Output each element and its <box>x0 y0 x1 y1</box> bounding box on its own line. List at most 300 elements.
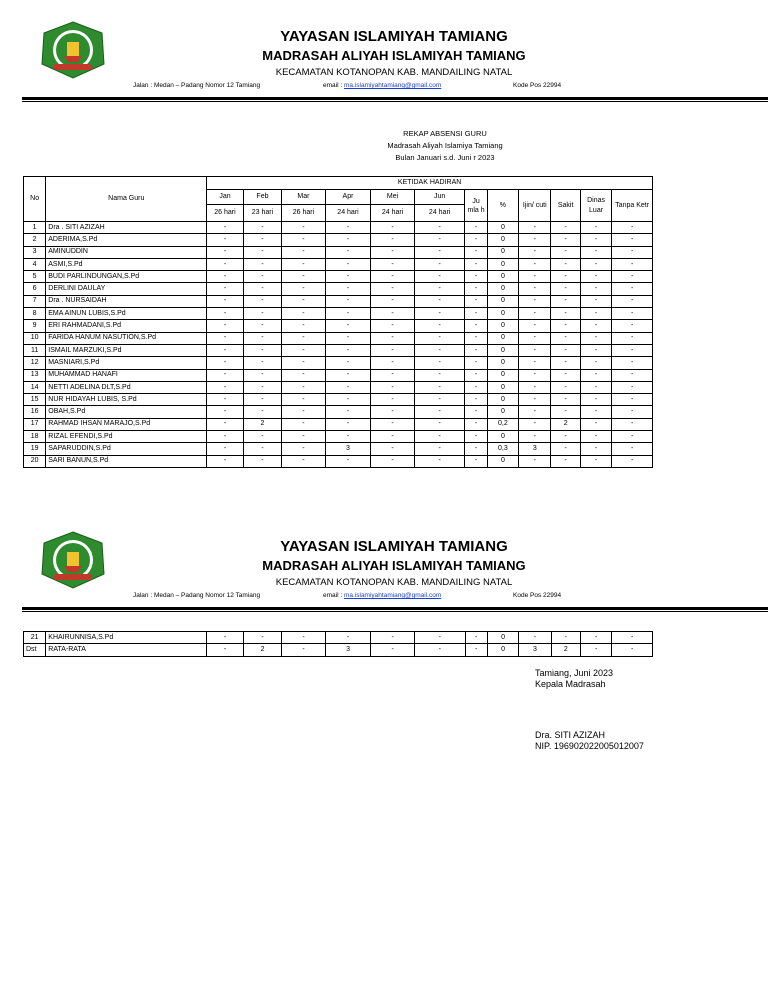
table-cell: - <box>519 283 551 295</box>
table-cell: - <box>581 632 612 644</box>
table-cell: - <box>414 455 465 467</box>
table-cell: - <box>207 369 243 381</box>
header-days-mar: 26 hari <box>282 205 326 222</box>
table-cell: - <box>551 406 580 418</box>
email-label: email : <box>323 592 343 599</box>
table-cell: - <box>414 443 465 455</box>
table-cell: - <box>551 222 580 234</box>
table-cell: - <box>207 357 243 369</box>
table-cell: 0 <box>487 295 518 307</box>
table-cell: - <box>465 320 487 332</box>
header-rule-thick <box>22 97 768 100</box>
table-cell: - <box>612 344 653 356</box>
table-row <box>24 320 653 332</box>
table-cell: - <box>371 455 415 467</box>
row-number: 13 <box>24 369 46 381</box>
table-cell: - <box>551 431 580 443</box>
table-cell: - <box>580 308 611 320</box>
table-cell: - <box>207 344 243 356</box>
table-cell: - <box>580 222 611 234</box>
row-number: 19 <box>24 443 46 455</box>
table-cell: - <box>371 418 415 430</box>
row-number: 12 <box>24 357 46 369</box>
table-cell: - <box>207 418 243 430</box>
header-month-apr: Apr <box>325 190 371 205</box>
table-cell: - <box>207 632 243 644</box>
teacher-name: NETTI ADELINA DLT,S.Pd <box>46 381 207 393</box>
table-cell: - <box>519 295 551 307</box>
table-cell: - <box>325 394 371 406</box>
attendance-rows <box>24 222 653 468</box>
table-cell: 0 <box>487 632 518 644</box>
table-cell: - <box>371 644 415 656</box>
table-row <box>24 308 653 320</box>
attendance-table-continued <box>23 631 653 657</box>
table-cell: - <box>612 234 653 246</box>
table-cell: - <box>371 308 415 320</box>
table-cell: - <box>612 258 653 270</box>
teacher-name: FARIDA HANUM NASUTION,S.Pd <box>46 332 207 344</box>
table-cell: - <box>519 332 551 344</box>
table-cell: - <box>325 357 371 369</box>
table-cell: 0 <box>487 258 518 270</box>
header-month-jan: Jan <box>207 190 243 205</box>
table-cell: - <box>207 406 243 418</box>
table-cell: - <box>414 246 465 258</box>
table-cell: - <box>282 271 326 283</box>
table-cell: - <box>243 246 281 258</box>
table-cell: - <box>551 357 580 369</box>
row-number: 11 <box>24 344 46 356</box>
row-number: 17 <box>24 418 46 430</box>
table-cell: - <box>465 234 487 246</box>
table-cell: - <box>580 271 611 283</box>
table-cell: - <box>325 222 371 234</box>
header-tanpa: Tanpa Ketr <box>612 190 653 222</box>
table-cell: - <box>282 431 326 443</box>
table-cell: - <box>414 308 465 320</box>
table-cell: - <box>414 320 465 332</box>
row-number: 4 <box>24 258 46 270</box>
table-cell: - <box>414 369 465 381</box>
table-row <box>24 644 653 656</box>
table-cell: - <box>551 295 580 307</box>
table-cell: - <box>207 222 243 234</box>
table-cell: 0 <box>487 320 518 332</box>
postal-code: Kode Pos 22994 <box>513 82 562 89</box>
table-cell: - <box>612 295 653 307</box>
table-cell: - <box>612 308 653 320</box>
table-row <box>24 394 653 406</box>
table-cell: - <box>551 246 580 258</box>
email-line <box>323 82 441 89</box>
table-cell: - <box>519 431 551 443</box>
row-number: 1 <box>24 222 46 234</box>
table-cell: - <box>551 381 580 393</box>
table-cell: - <box>551 283 580 295</box>
table-cell: - <box>243 357 281 369</box>
table-cell: - <box>519 369 551 381</box>
row-number: 2 <box>24 234 46 246</box>
table-cell: - <box>414 258 465 270</box>
address-text: Jalan : Medan – Padang Nomor 12 Tamiang <box>133 82 261 89</box>
header-days-feb: 23 hari <box>243 205 281 222</box>
foundation-title: YAYASAN ISLAMIYAH TAMIANG <box>280 538 508 555</box>
table-cell: - <box>465 632 487 644</box>
header-name: Nama Guru <box>46 177 207 222</box>
table-cell: - <box>325 369 371 381</box>
table-cell: - <box>551 308 580 320</box>
table-cell: - <box>371 320 415 332</box>
table-cell: - <box>551 332 580 344</box>
table-cell: - <box>551 443 580 455</box>
table-cell: 0,2 <box>487 418 518 430</box>
table-cell: - <box>282 369 326 381</box>
table-cell: - <box>580 295 611 307</box>
foundation-title: YAYASAN ISLAMIYAH TAMIANG <box>280 28 508 45</box>
table-cell: - <box>282 332 326 344</box>
table-cell: - <box>519 234 551 246</box>
table-cell: 0 <box>487 271 518 283</box>
table-cell: - <box>465 418 487 430</box>
table-cell: - <box>612 431 653 443</box>
table-cell: - <box>612 632 653 644</box>
table-row <box>24 369 653 381</box>
table-cell: 2 <box>551 644 580 656</box>
table-row <box>24 332 653 344</box>
table-cell: - <box>243 258 281 270</box>
header-jumlah: Ju mla h <box>465 190 487 222</box>
table-cell: - <box>414 406 465 418</box>
table-cell: - <box>580 246 611 258</box>
table-cell: - <box>325 455 371 467</box>
table-cell: - <box>414 418 465 430</box>
table-cell: - <box>465 308 487 320</box>
teacher-name: KHAIRUNNISA,S.Pd <box>46 632 207 644</box>
table-cell: - <box>465 344 487 356</box>
table-cell: - <box>465 222 487 234</box>
teacher-name: AMINUDDIN <box>46 246 207 258</box>
table-cell: - <box>243 406 281 418</box>
table-cell: - <box>325 271 371 283</box>
table-cell: - <box>371 332 415 344</box>
letterhead-page2 <box>0 510 768 620</box>
table-cell: - <box>207 431 243 443</box>
table-cell: - <box>325 295 371 307</box>
table-cell: - <box>465 246 487 258</box>
table-cell: - <box>207 271 243 283</box>
table-cell: - <box>580 357 611 369</box>
table-cell: - <box>580 443 611 455</box>
row-number: 15 <box>24 394 46 406</box>
table-cell: - <box>519 320 551 332</box>
table-cell: - <box>612 357 653 369</box>
table-cell: - <box>414 283 465 295</box>
table-cell: - <box>282 357 326 369</box>
table-cell: - <box>612 381 653 393</box>
address-text: Jalan : Medan – Padang Nomor 12 Tamiang <box>133 592 261 599</box>
email-line <box>323 592 441 599</box>
table-cell: - <box>325 632 371 644</box>
table-cell: - <box>580 394 611 406</box>
header-days-mei: 24 hari <box>371 205 415 222</box>
row-number: 21 <box>24 632 46 644</box>
table-cell: - <box>207 308 243 320</box>
table-cell: - <box>243 443 281 455</box>
header-rule-thin <box>22 611 768 612</box>
table-cell: - <box>551 369 580 381</box>
table-cell: - <box>207 455 243 467</box>
table-cell: - <box>519 418 551 430</box>
table-cell: - <box>465 644 487 656</box>
table-cell: - <box>243 222 281 234</box>
table-row <box>24 283 653 295</box>
table-cell: - <box>371 381 415 393</box>
table-cell: 0 <box>487 406 518 418</box>
table-cell: - <box>282 308 326 320</box>
table-cell: - <box>207 443 243 455</box>
table-cell: - <box>414 332 465 344</box>
table-cell: - <box>325 308 371 320</box>
table-cell: - <box>465 332 487 344</box>
header-percent: % <box>487 190 518 222</box>
table-cell: - <box>581 644 612 656</box>
table-cell: - <box>371 258 415 270</box>
table-cell: - <box>580 320 611 332</box>
table-cell: 0 <box>487 431 518 443</box>
table-cell: - <box>551 344 580 356</box>
table-row <box>24 357 653 369</box>
table-cell: 2 <box>243 418 281 430</box>
table-cell: - <box>207 258 243 270</box>
table-cell: - <box>612 332 653 344</box>
table-cell: - <box>207 381 243 393</box>
table-row <box>24 406 653 418</box>
table-row <box>24 431 653 443</box>
table-cell: - <box>282 632 326 644</box>
table-cell: - <box>243 431 281 443</box>
signature-name: Dra. SITI AZIZAH <box>535 730 606 740</box>
table-cell: - <box>519 246 551 258</box>
header-days-apr: 24 hari <box>325 205 371 222</box>
table-cell: - <box>551 455 580 467</box>
table-cell: - <box>282 234 326 246</box>
table-cell: 0 <box>487 283 518 295</box>
table-cell: - <box>207 320 243 332</box>
table-cell: - <box>580 455 611 467</box>
table-cell: - <box>519 381 551 393</box>
signature-place-date: Tamiang, Juni 2023 <box>535 668 614 678</box>
district-line: KECAMATAN KOTANOPAN KAB. MANDAILING NATAL <box>275 67 513 78</box>
table-cell: - <box>612 246 653 258</box>
table-cell: - <box>580 332 611 344</box>
table-cell: - <box>612 644 653 656</box>
table-cell: - <box>465 394 487 406</box>
table-cell: - <box>282 455 326 467</box>
table-cell: - <box>612 406 653 418</box>
teacher-name: SAPARUDDIN,S.Pd <box>46 443 207 455</box>
row-number: Dst <box>24 644 46 656</box>
teacher-name: Dra . NURSAIDAH <box>46 295 207 307</box>
table-cell: - <box>243 369 281 381</box>
report-period: Bulan Januari s.d. Juni r 2023 <box>395 153 495 162</box>
teacher-name: ASMI,S.Pd <box>46 258 207 270</box>
table-cell: - <box>519 344 551 356</box>
table-cell: - <box>371 394 415 406</box>
table-cell: - <box>371 369 415 381</box>
table-cell: - <box>207 234 243 246</box>
table-cell: - <box>243 455 281 467</box>
table-cell: - <box>282 222 326 234</box>
table-cell: - <box>465 283 487 295</box>
table-cell: - <box>612 222 653 234</box>
table-cell: 3 <box>325 443 371 455</box>
table-row <box>24 632 653 644</box>
table-cell: - <box>519 632 551 644</box>
table-cell: - <box>207 644 243 656</box>
table-cell: - <box>519 357 551 369</box>
header-dinas: Dinas Luar <box>580 190 611 222</box>
table-cell: - <box>551 271 580 283</box>
table-cell: - <box>414 394 465 406</box>
letterhead-top <box>0 0 768 110</box>
table-cell: - <box>519 258 551 270</box>
table-cell: - <box>465 369 487 381</box>
table-cell: 0 <box>487 381 518 393</box>
table-cell: - <box>325 406 371 418</box>
row-number: 14 <box>24 381 46 393</box>
table-cell: - <box>465 406 487 418</box>
row-number: 7 <box>24 295 46 307</box>
table-cell: - <box>282 443 326 455</box>
table-cell: - <box>371 632 415 644</box>
header-ijin: Ijin/ cuti <box>519 190 551 222</box>
table-cell: - <box>414 381 465 393</box>
table-cell: - <box>414 295 465 307</box>
table-cell: 0 <box>487 222 518 234</box>
teacher-name: ISMAIL MARZUKI,S.Pd <box>46 344 207 356</box>
table-cell: - <box>207 295 243 307</box>
table-cell: - <box>243 632 281 644</box>
table-cell: - <box>580 418 611 430</box>
table-cell: - <box>612 271 653 283</box>
header-sakit: Sakit <box>551 190 580 222</box>
table-cell: - <box>207 332 243 344</box>
table-cell: 3 <box>325 644 371 656</box>
table-cell: - <box>371 431 415 443</box>
teacher-name: OBAH,S.Pd <box>46 406 207 418</box>
table-cell: - <box>465 431 487 443</box>
row-number: 16 <box>24 406 46 418</box>
email-link[interactable]: ma.islamiyahtamiang@gmail.com <box>343 592 442 599</box>
attendance-table <box>23 176 653 468</box>
table-cell: 0 <box>487 357 518 369</box>
table-cell: - <box>519 406 551 418</box>
table-cell: - <box>207 394 243 406</box>
table-cell: - <box>519 308 551 320</box>
table-cell: - <box>243 344 281 356</box>
table-row <box>24 344 653 356</box>
table-cell: - <box>371 246 415 258</box>
table-cell: - <box>371 295 415 307</box>
table-cell: - <box>612 369 653 381</box>
row-number: 5 <box>24 271 46 283</box>
table-cell: 0 <box>487 644 518 656</box>
row-number: 6 <box>24 283 46 295</box>
table-cell: - <box>282 283 326 295</box>
table-cell: - <box>414 234 465 246</box>
table-cell: - <box>465 443 487 455</box>
postal-code: Kode Pos 22994 <box>513 592 562 599</box>
table-cell: - <box>519 271 551 283</box>
teacher-name: NUR HIDAYAH LUBIS, S.Pd <box>46 394 207 406</box>
table-cell: - <box>371 344 415 356</box>
table-cell: - <box>207 283 243 295</box>
teacher-name: MASNIARI,S.Pd <box>46 357 207 369</box>
table-cell: 0 <box>487 394 518 406</box>
table-row <box>24 222 653 234</box>
table-cell: - <box>465 258 487 270</box>
table-cell: - <box>519 394 551 406</box>
table-cell: - <box>325 418 371 430</box>
table-row <box>24 418 653 430</box>
table-cell: - <box>414 271 465 283</box>
signature-name-block <box>535 730 644 752</box>
teacher-name: ADERIMA,S.Pd <box>46 234 207 246</box>
table-cell: - <box>580 344 611 356</box>
table-cell: - <box>325 320 371 332</box>
table-cell: - <box>282 418 326 430</box>
report-heading <box>340 128 550 164</box>
teacher-name: EMA AINUN LUBIS,S.Pd <box>46 308 207 320</box>
table-cell: - <box>243 271 281 283</box>
teacher-name: BUDI PARLINDUNGAN,S.Pd <box>46 271 207 283</box>
table-cell: - <box>465 295 487 307</box>
header-absence-group: KETIDAK HADIRAN <box>207 177 653 190</box>
table-cell: - <box>580 283 611 295</box>
attendance-rows-continued <box>24 632 653 657</box>
table-cell: 0 <box>487 308 518 320</box>
table-cell: - <box>282 644 326 656</box>
table-cell: - <box>282 394 326 406</box>
table-cell: - <box>551 234 580 246</box>
table-cell: - <box>612 320 653 332</box>
table-row <box>24 246 653 258</box>
table-cell: - <box>371 234 415 246</box>
table-row <box>24 443 653 455</box>
table-cell: - <box>465 357 487 369</box>
table-cell: 0 <box>487 455 518 467</box>
email-link[interactable]: ma.islamiyahtamiang@gmail.com <box>343 82 442 89</box>
email-label: email : <box>323 82 343 89</box>
table-cell: 0 <box>487 246 518 258</box>
table-cell: - <box>282 381 326 393</box>
table-cell: - <box>465 271 487 283</box>
table-cell: - <box>580 258 611 270</box>
table-cell: - <box>325 258 371 270</box>
table-cell: - <box>282 320 326 332</box>
table-cell: - <box>243 332 281 344</box>
table-cell: - <box>371 222 415 234</box>
table-cell: - <box>243 320 281 332</box>
table-cell: - <box>612 283 653 295</box>
table-cell: - <box>414 344 465 356</box>
signature-position: Kepala Madrasah <box>535 679 606 689</box>
row-number: 3 <box>24 246 46 258</box>
header-month-feb: Feb <box>243 190 281 205</box>
table-cell: - <box>580 234 611 246</box>
row-number: 20 <box>24 455 46 467</box>
